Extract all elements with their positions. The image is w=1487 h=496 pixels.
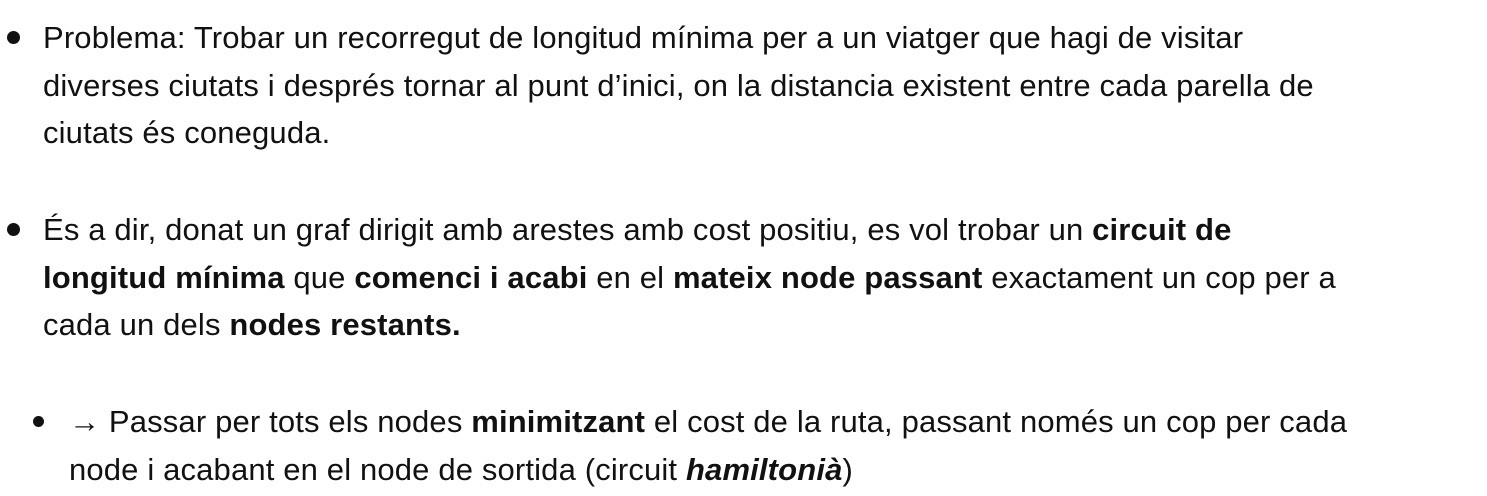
bullet-problem-statement	[43, 14, 1473, 157]
text-line: Problema: Trobar un recorregut de longitud mínima per a un viatger que hagi de visitar	[43, 20, 1244, 55]
bold-italic-text: hamiltonià	[685, 451, 843, 487]
text-line	[69, 398, 1481, 446]
bullet-dot	[33, 416, 44, 427]
bold-text: longitud mínima	[43, 259, 285, 295]
bullet-dot	[7, 31, 20, 44]
text-line	[69, 446, 1481, 494]
text-line	[43, 254, 1473, 302]
sub-bullet-summary	[69, 398, 1481, 493]
bullet-dot	[7, 223, 20, 236]
text-run: Passar per tots els nodes	[100, 404, 472, 439]
bullet-graph-definition	[43, 206, 1473, 349]
text-run: el cost de la ruta, passant només un cop per cada	[645, 404, 1348, 439]
text-line	[43, 301, 1473, 349]
arrow-right-icon: →	[69, 404, 101, 439]
bold-text: mateix node passant	[672, 259, 983, 295]
text-run: en el	[587, 259, 673, 295]
bold-text: minimitzant	[471, 404, 646, 439]
text-line: diverses ciutats i després tornar al punt d’inici, on la distancia existent entre cada parella de	[43, 67, 1314, 103]
text-run: exactament un cop per a	[982, 259, 1336, 295]
text-run: node i acabant en el node de sortida (circuit	[69, 451, 686, 487]
text-line: ciutats és coneguda.	[43, 115, 331, 150]
text-line	[43, 206, 1473, 254]
bold-text: nodes restants.	[229, 307, 461, 342]
text-run: És a dir, donat un graf dirigit amb arestes amb cost positiu, es vol trobar un	[43, 212, 1093, 247]
bold-text: comenci i acabi	[354, 259, 588, 295]
text-run: cada un dels	[43, 307, 230, 342]
bold-text: circuit de	[1092, 212, 1232, 247]
text-run: )	[842, 451, 853, 487]
text-run: que	[284, 259, 355, 295]
